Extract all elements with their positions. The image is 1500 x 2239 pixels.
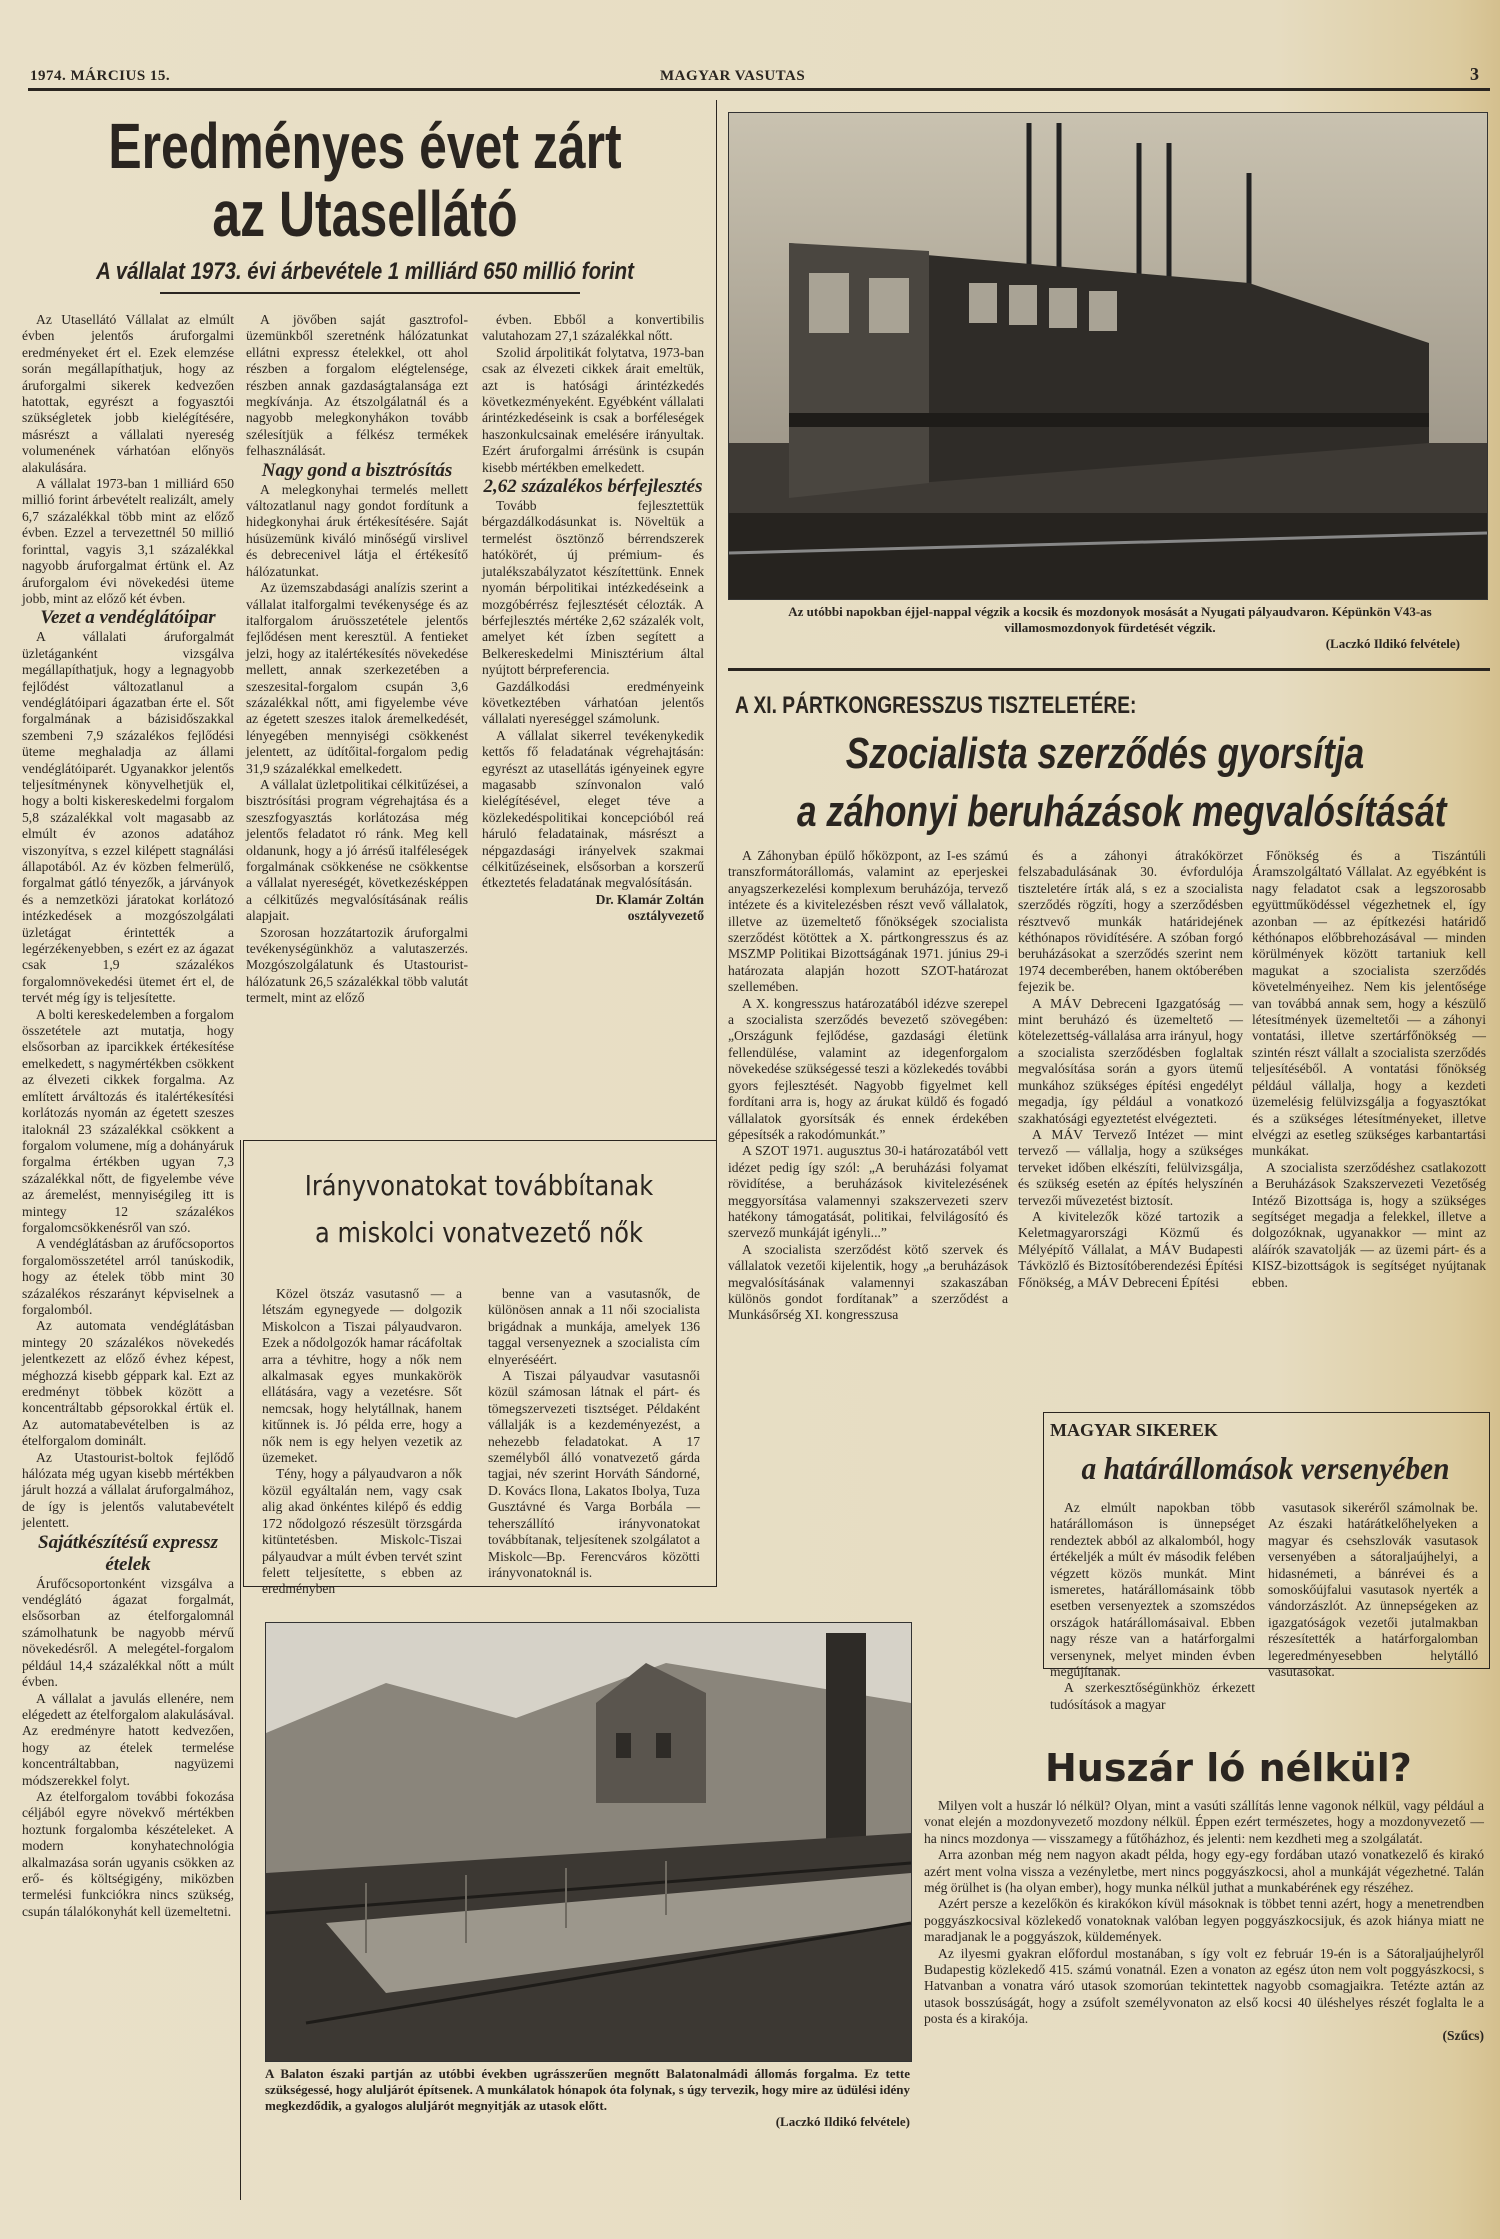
page-number: 3 xyxy=(1470,64,1480,84)
paragraph: Szorosan hozzátartozik áruforgalmi tevékenységünkhöz a valutaszerzés. Mozgószolgálatunk és Utastourist-hálózatunk 26,5 százalékkal több valutát termelt, mint az előző xyxy=(246,924,468,1006)
paragraph: A vállalat 1973-ban 1 milliárd 650 millió forint árbevételt realizált, amely 6,7 százalékkal több mint az előző évben. Ezzel a tervezettnél 50 millió forinttal, vagyis 3,1 százalékkal nagyobb áruforgalmat értünk el. Az áruforgalom évi növekedési üteme jobb, mint az előző két évben. xyxy=(22,476,234,606)
paragraph: A SZOT 1971. augusztus 30-i határozatából vett idézet pedig így szól: „A beruházási folyamat rövidítése, a beruházások kivitelezésének meggyorsítása valamennyi szakszervezeti szerv hatékony támogatását, politikai, felvilágosító és szervező munkáját igényli...” xyxy=(728,1143,1008,1241)
iranyvonat-column-1 xyxy=(262,1286,462,1597)
paragraph: Az Utasellátó Vállalat az elmúlt évben jelentős áruforgalmi eredményeket ért el. Ezek elemzése során megállapíthatjuk, hogy az áruforgalmi sikerek kedvezően hatottak, egyrészt a fogyasztói szükségletek jobb kielégítésére, másrészt a vállalati nyereség volumenének várhatóan előnyös alakulására. xyxy=(22,312,234,475)
paragraph: A X. kongresszus határozatából idézve szerepel a szocialista szerződés bevezető szövegében: „Országunk fejlődése, gazdasági életünk fellendülése, valamint az idegenforgalom növekedése szükségessé teszi a közlekedés további gyors fejlesztését. Nagyobb figyelmet kell fordítani arra is, hogy az árukat küldő és fogadó vállalatok gyorsítsák és ennek érdekében gépesítsék a rakodómunkát.” xyxy=(728,995,1008,1142)
paragraph: benne van a vasutasnők, de különösen annak a 11 női szocialista brigádnak a munkája, amelyek 136 taggal versenyeznek a szocialista cím elnyeréséért. xyxy=(488,1286,700,1367)
iranyvonat-headline-2: a miskolci vonatvezető nők xyxy=(315,1216,643,1249)
issue-date: 1974. MÁRCIUS 15. xyxy=(30,68,171,84)
zahony-headline-2: a záhonyi beruházások megvalósítását xyxy=(797,787,1447,836)
section-rule xyxy=(728,668,1490,671)
locomotive-photo-image xyxy=(729,113,1487,599)
subheading: Nagy gond a bisztrósítás xyxy=(261,459,453,481)
newspaper-name: MAGYAR VASUTAS xyxy=(660,68,806,84)
huszar-body xyxy=(924,1798,1484,2128)
paragraph: Az automata vendéglátásban mintegy 20 százalékos növekedés jelentkezett az előző évhez képest, méghozzá kisebb géppark kal. Ezt az eredményt többek között a koncentráltabb gépsorokkal értük el. Az automatabevételben is az ételforgalom dominált. xyxy=(22,1318,234,1449)
paragraph: Tény, hogy a pályaudvaron a nők közül egyáltalán nem, vagy csak alig akad önkéntes kilépő és eddig 172 nődolgozó részesült törzsgárda kitüntetésben. Miskolc-Tiszai pályaudvar a múlt évben tervét szint felett teljesítette, s ebben az eredményben xyxy=(262,1466,462,1597)
paragraph: A vállalat sikerrel tevékenykedik kettős fő feladatának végrehajtásán: egyrészt az utasellátás igényeinek egyre magasabb színvonalon való kielégítésével, eleget téve a közlekedéspolitikai koncepcióból reá háruló feladatainak, másrészt a népgazdasági irányelvek szakmai célkitűzéseinek, elsősorban a korszerű étkeztetés feladatának megvalósításán. xyxy=(482,727,704,891)
zahony-kicker: A XI. PÁRTKONGRESSZUS TISZTELETÉRE: xyxy=(735,692,1137,719)
signature: Dr. Klamár Zoltán xyxy=(595,891,704,907)
utasellato-column-3 xyxy=(482,312,704,1137)
paragraph: Azért persze a kezelőkön és kirakókon kívül másoknak is többet tenni azért, hogy a menetrendben poggyászkocsival közlekedő vonatoknak valóban legyen poggyászkocsijuk, és azok hiánya miatt ne maradjanak le a poggyászok, küldemények. xyxy=(924,1896,1484,1945)
paragraph: vasutasok sikeréről számolnak be. Az északi határátkelőhelyeken a magyar és csehszlovák vasutasok versenyében a sátoraljaújhelyi, a hidasnémeti, a bánrévei és a somoskőújfalui vasutasok nyerték a vándorzászlót. Az ünnepségeken az igazgatóságok vezetői jutalmakban részesítették a határforgalomban legeredményesebben helytálló vasutasokat. xyxy=(1268,1500,1478,1680)
paragraph: A kivitelezők közé tartozik a Keletmagyarországi Közmű és Mélyépítő Vállalat, a MÁV Budapesti Távközlő és Biztosítóberendezési Építési Főnökség, a MÁV Debreceni Építési xyxy=(1018,1208,1243,1290)
paragraph: Az üzemszabdasági analízis szerint a vállalat italforgalmi tevékenysége és az italforgalom áruösszetétele jelentős fejlődésen ment keresztül. A fentieket jelzi, hogy az italértékesítés növekedése mellett, annak szerkezetében a szeszesital-forgalom csupán 3,6 százalékkal nőtt, ami figyelembe véve az égetett szeszes italok áremelkedését, lényegében mennyiségi csökkenést jelentett, az üdítőital-forgalom pedig 31,9 százalékkal emelkedett. xyxy=(246,580,468,776)
photo-locomotive-washing xyxy=(728,112,1488,600)
paragraph: A szocialista szerződéshez csatlakozott a Beruházások Szakszervezeti Vezetőség Intéző Bizottsága is, hogy a szükséges segítséget megadja a felekkel, illetve a dolgozóknak, ugyanakkor — mint az aláírók szavatolják — az üzemi párt- és a KISZ-bizottságok is segítséget nyújtanak ebben. xyxy=(1252,1159,1486,1290)
signature: osztályvezető xyxy=(627,908,704,924)
paragraph: A vállalat a javulás ellenére, nem elégedett az ételforgalom alakulásával. Az eredményre hatott kedvezően, hogy az ételek termelése koncentráltabban, nagyüzemi módszerekkel folyt. xyxy=(22,1690,234,1788)
paragraph: Gazdálkodási eredményeink következtében várhatóan jelentős vállalati nyereséggel számolunk. xyxy=(482,678,704,727)
headline-line-1: Eredményes évet zárt xyxy=(108,110,622,182)
utasellato-column-1 xyxy=(22,312,234,2202)
subheading: 2,62 százalékos bérfejlesztés xyxy=(483,476,703,498)
paragraph: A melegkonyhai termelés mellett változatlanul nagy gondot fordítunk a hidegkonyhai áruk értékesítésére. Saját húsüzemünk kiváló minőségű virslivel és debrecenivel látja el értékesítő hálózatunkat. xyxy=(246,481,468,579)
zahony-column-3 xyxy=(1252,848,1486,1393)
signature: (Szűcs) xyxy=(1442,2027,1484,2043)
paragraph: A jövőben saját gasztrofol-üzemünkből szeretnénk hálózatunkat ellátni expressz ételekkel, ott ahol részben a forgalom elégtelensége, részben annak gazdaságtalansága ezt megkívánja. Az étszolgálatnál és a nagyobb melegkonyhákon tovább szélesítjük a félkész termékek felhasználását. xyxy=(246,312,468,459)
paragraph: Főnökség és a Tiszántúli Áramszolgáltató Vállalat. Az egyébként is nagy feladatot csak a legszorosabb együttműködéssel végezhetnek el, így azonban — az építkezési határidő kéthónapos előbbrehozásával — minden körülmények között tartaniuk kell magukat a szocialista szerződés követelményeihez. Nem kis jelentősége van továbbá annak sem, hogy a készülő létesítmények üzemeltetői — a záhonyi vontatási, illetve szertárfőnökség — szintén részt vállalt a szocialista szerződés teljesítéséből. A vontatási főnökség például vállalja, hogy a kezdeti üzemelésig felülvizsgálja a fogyasztókat és a szükséges létesítményeket, illetve elvégzi az esetleg szükséges karbantartási munkákat. xyxy=(1252,848,1486,1159)
photo-credit-balaton: (Laczkó Ildikó felvétele) xyxy=(775,2114,910,2129)
paragraph: Az ételforgalom további fokozása céljából egyre növekvő mértékben hoztunk forgalomba készételeket. A modern konyhatechnológia alkalmazása során ugyanis csökken az erő- és költségigény, miközben termelési funkciókra nincs szükség, csupán tálalókonyhát kell üzemeltetni. xyxy=(22,1788,234,1919)
subheading: Vezet a vendéglátóipar xyxy=(40,607,216,629)
paragraph: évben. Ebből a konvertibilis valutahozam 27,1 százalékkal nőtt. xyxy=(482,312,704,344)
paragraph: A MÁV Debreceni Igazgatóság — mint beruházó és üzemeltető — kötelezettség-vállalása arra irányul, hogy a szocialista szerződésben foglaltak megvalósítása során a gyors ütemű munkához szükséges építési engedélyt megadja, így például a vonatkozó szakhatósági egyeztetést elvégezteti. xyxy=(1018,995,1243,1126)
underpass-photo-image xyxy=(266,1623,911,2061)
paragraph: A szerkesztőségünkhöz érkezett tudósítások a magyar xyxy=(1050,1680,1255,1712)
paragraph: A szocialista szerződést kötő szervek és vállalatok vezetői kijelentik, hogy „a beruházások megvalósításának valamennyi szakaszában különös gondot fordítanak” a szerződést a Munkásőrség XI. kongresszusa xyxy=(728,1241,1008,1323)
utasellato-column-2 xyxy=(246,312,468,1137)
zahony-column-2 xyxy=(1018,848,1243,1393)
paragraph: Az Utastourist-boltok fejlődő hálózata még ugyan kisebb mértékben járult hozzá a vállalat áruforgalmához, de így is jelentős valutabevételt jelentett. xyxy=(22,1449,234,1531)
paragraph: és a záhonyi átrakókörzet felszabadulásának 30. évfordulója tiszteletére írták alá, s ez a szocialista szerződés rögzíti, hogy a szerződésben résztvevő munkák határidejének kéthónapos rövidítésére. A szóban forgó beruházásokat a szerződés szerint nem 1974 decemberében, hanem októberében fejezik be. xyxy=(1018,848,1243,995)
photo-caption-balaton: A Balaton északi partján az utóbbi években ugrásszerűen megnőtt Balatonalmádi állomás forgalma. Ez tette szükségessé, hogy aluljárót építsenek. A munkálatok hónapok óta folynak, s úgy tervezik, hogy mire az üdülési idény megkezdődik, a gyalogos aluljárót megnyitják az utasok előtt. xyxy=(265,2066,910,2113)
photo-caption-locomotive: Az utóbbi napokban éjjel-nappal végzik a kocsik és mozdonyok mosását a Nyugati pályaudvaron. Képünkön V43-as villamosmozdonyok fürdetését végzik. xyxy=(788,604,1432,635)
deck-rule xyxy=(160,292,580,294)
paragraph: Tovább fejlesztettük bérgazdálkodásunkat is. Növeltük a termelést ösztönző bérrendszerek hatókörét, új prémium- és jutalékszabályzatot készítettünk. Ennek nyomán bérpolitikai intézkedéseink a mozgóbérrész fejlesztését célozták. A bérfejlesztés mértéke 2,62 százalék volt, amelyet két ízben segített a Belkereskedelmi Minisztérium által nyújtott bérpreferencia. xyxy=(482,498,704,678)
paragraph: Szolid árpolitikát folytatva, 1973-ban csak az élvezeti cikkek árait emeltük, azt is hatósági árintézkedés következményeként. Egyébként vállalati árintézkedéseink is csak a borféleségek haszonkulcsainak emelésére irányultak. Ezért áruforgalmi árrésünk is csupán kisebb mértékben emelkedett. xyxy=(482,344,704,475)
column-divider xyxy=(240,1140,241,2200)
paragraph: A bolti kereskedelemben a forgalom összetétele azt mutatja, hogy elsősorban az iparcikkek értékesítése emelkedett, s nagymértékben csökkent az élvezeti cikkek forgalma. Az említett árváltozás és italértékesítési korlátozás nyomán az égetett szeszes italoknál 23 százalékkal csökkent a forgalom volumene, míg a dohányáruk forgalma értékben ugyan 7,3 százalékkal nőtt, de figyelembe véve az áremelést, mennyiségileg itt is mintegy 12 százalékos forgalomcsökkenésről van szó. xyxy=(22,1006,234,1235)
paragraph: A vállalati áruforgalmát üzletáganként vizsgálva megállapíthatjuk, hogy a legnagyobb fejlődést változatlanul a vendéglátóipari ágazatban érte el. Sőt forgalmának a bázisidőszakkal szembeni 7,9 százalékos fejlődési üteme meghaladja az állami vendéglátóiparét. Ugyanakkor jelentős teljesítménynek könyvelhetjük el, hogy a bolti kiskereskedelmi forgalom 5,8 százalékkal volt magasabb az elmúlt év azonos adatához viszonyítva, s ezzel kilépett stagnálási állapotából. Az év közben felmerülő, forgalmat gátló tényezők, a járványok és a nemzetközi járatokat korlátozó intézkedések a mozgószolgálati üzletágat érintették a legérzékenyebben, s ezért ez az ágazat csak 1,9 százalékos forgalomnövekedési ütemet ért el, de tervét még így is teljesítette. xyxy=(22,629,234,1006)
huszar-headline: Huszár ló nélkül? xyxy=(1045,1746,1412,1790)
masthead-rule xyxy=(28,88,1490,91)
photo-caption-block-balaton xyxy=(265,2066,910,2130)
iranyvonat-headline-1: Irányvonatokat továbbítanak xyxy=(304,1169,654,1202)
photo-balatonalmadi-underpass xyxy=(265,1622,912,2062)
sikerek-kicker: MAGYAR SIKEREK xyxy=(1050,1420,1218,1440)
photo-credit-locomotive: (Laczkó Ildikó felvétele) xyxy=(1325,636,1460,651)
subheading: Sajátkészítésű expressz ételek xyxy=(38,1531,218,1575)
paragraph: A Tiszai pályaudvar vasutasnői közül számosan látnak el párt- és tömegszervezeti tisztséget. Példaként vállalják is a kezdeményezést, a nehezebb feladatokat. A 17 személyből álló vonatvezető gárda tagjai, név szerint Horváth Sándorné, D. Kovács Ilona, Lakatos Ibolya, Tuza Gusztávné és Varga Borbála — teherszállító irányvonatokat továbbítanak, teljesítenek szolgálatot a Miskolc—Bp. Ferencváros közötti irányvonatoknál is. xyxy=(488,1368,700,1580)
iranyvonat-column-2 xyxy=(488,1286,700,1580)
paragraph: A vállalat üzletpolitikai célkitűzései, a bisztrósítási program végrehajtása és a szeszfogyasztás korlátozása még jelentős feladatot ró ránk. Meg kell oldanunk, hogy a jó árrésű italféleségek forgalmának csökkenése ne csökkentse a vállalat nyereségét, következésképpen a célkitűzés megvalósításának reális alapjait. xyxy=(246,776,468,924)
paragraph: Közel ötszáz vasutasnő — a létszám egynegyede — dolgozik Miskolcon a Tiszai pályaudvaron. Ezek a nődolgozók hamar rácáfoltak arra a tévhitre, hogy a nők nem alkalmasak egyes munkakörök ellátására, vagy a vezetésre. Sőt nemcsak, hogy helytállnak, hanem kitűnnek is. Jó példa erre, hogy a nők nem is egy helyen vezetik az üzemeket. xyxy=(262,1286,462,1466)
sikerek-column-1 xyxy=(1050,1500,1255,1712)
paragraph: Az elmúlt napokban több határállomáson is ünnepséget rendeztek abból az alkalomból, hogy értékeljék a múlt év második felében végzett közös munkát. Mint ismeretes, határállomásaink több esetben versenyeztek a szomszédos országok határállomásaival. Ebben nagy része van a határforgalmi versenynek, melyet minden évben megújítanak. xyxy=(1050,1500,1255,1680)
headline-line-2: az Utasellátó xyxy=(212,178,518,250)
paragraph: A MÁV Tervező Intézet — mint tervező — vállalja, hogy a szükséges terveket időben elkészíti, felülvizsgálja, és szükség esetén az építés helyszínén tervezői művezetést biztosít. xyxy=(1018,1126,1243,1208)
photo-caption-block-locomotive xyxy=(760,604,1460,652)
zahony-headline-1: Szocialista szerződés gyorsítja xyxy=(845,729,1365,778)
paragraph: Árufőcsoportonként vizsgálva a vendéglátó ágazat forgalmát, elsősorban az ételforgalomnál számolhatunk be nagyobb mérvű növekedésről. A melegétel-forgalom például 14,4 százalékkal nőtt a múlt évben. xyxy=(22,1575,234,1690)
paragraph: Arra azonban még nem nagyon akadt példa, hogy egy-egy fordában utazó vonatkezelő és kirakó azért ment volna vissza a vezényletbe, mert nincs poggyászkocsi, ahol a munkáját végezhetné. Talán még örülhet is (ha olyan ember), hogy munka nélkül juthat a munkabérének egy részéhez. xyxy=(924,1847,1484,1896)
sikerek-headline: a határállomások versenyében xyxy=(1081,1450,1450,1486)
paragraph: A vendéglátásban az árufőcsoportos forgalomösszetétel arról tanúskodik, hogy az ételek több mint 30 százalékos részarányt képviselnek a forgalomból. xyxy=(22,1236,234,1317)
paragraph: A Záhonyban épülő hőközpont, az I-es számú transzformátorállomás, valamint az eperjeskei anyagszerkezelési komplexum beruházója, tervező intézete és a kivitelezésben részt vevő vállalatok, illetve az üzemeltető főnökségek szocialista szerződést kötöttek a X. pártkongresszus és az MSZMP Politikai Bizottságának 1971. június 29-i határozata alapján hozott SZOT-határozat szellemében. xyxy=(728,848,1008,995)
sikerek-column-2 xyxy=(1268,1500,1478,1680)
paragraph: Milyen volt a huszár ló nélkül? Olyan, mint a vasúti szállítás lenne vagonok nélkül, vagy például a vonat elején a mozdonyvezető mozdony nélkül. Éppen ezért természetes, hogy a mozdonyvezető — ha nincs mozdonya — visszamegy a fűtőházhoz, és jelenti: nem kezdheti meg a szolgálatát. xyxy=(924,1798,1484,1846)
zahony-column-1 xyxy=(728,848,1008,1583)
headline-deck: A vállalat 1973. évi árbevétele 1 milliárd 650 millió forint xyxy=(96,258,634,285)
paragraph: Az ilyesmi gyakran előfordul mostanában, s így volt ez február 19-én is a Sátoraljaújhelyről Budapestig közlekedő 415. számú vonatnál. Ezen a vonaton az egész úton nem volt poggyászkocsi, s Hatvanban a vonatra váró utasok szomorúan tekintettek nagyobb csomagjaikra. Tetézte aztán az utasok bosszúságát, hogy a zsúfolt személyvonaton az első kocsi 40 üléshelyes részét foglalta le a posta és a kirakója. xyxy=(924,1945,1484,2027)
